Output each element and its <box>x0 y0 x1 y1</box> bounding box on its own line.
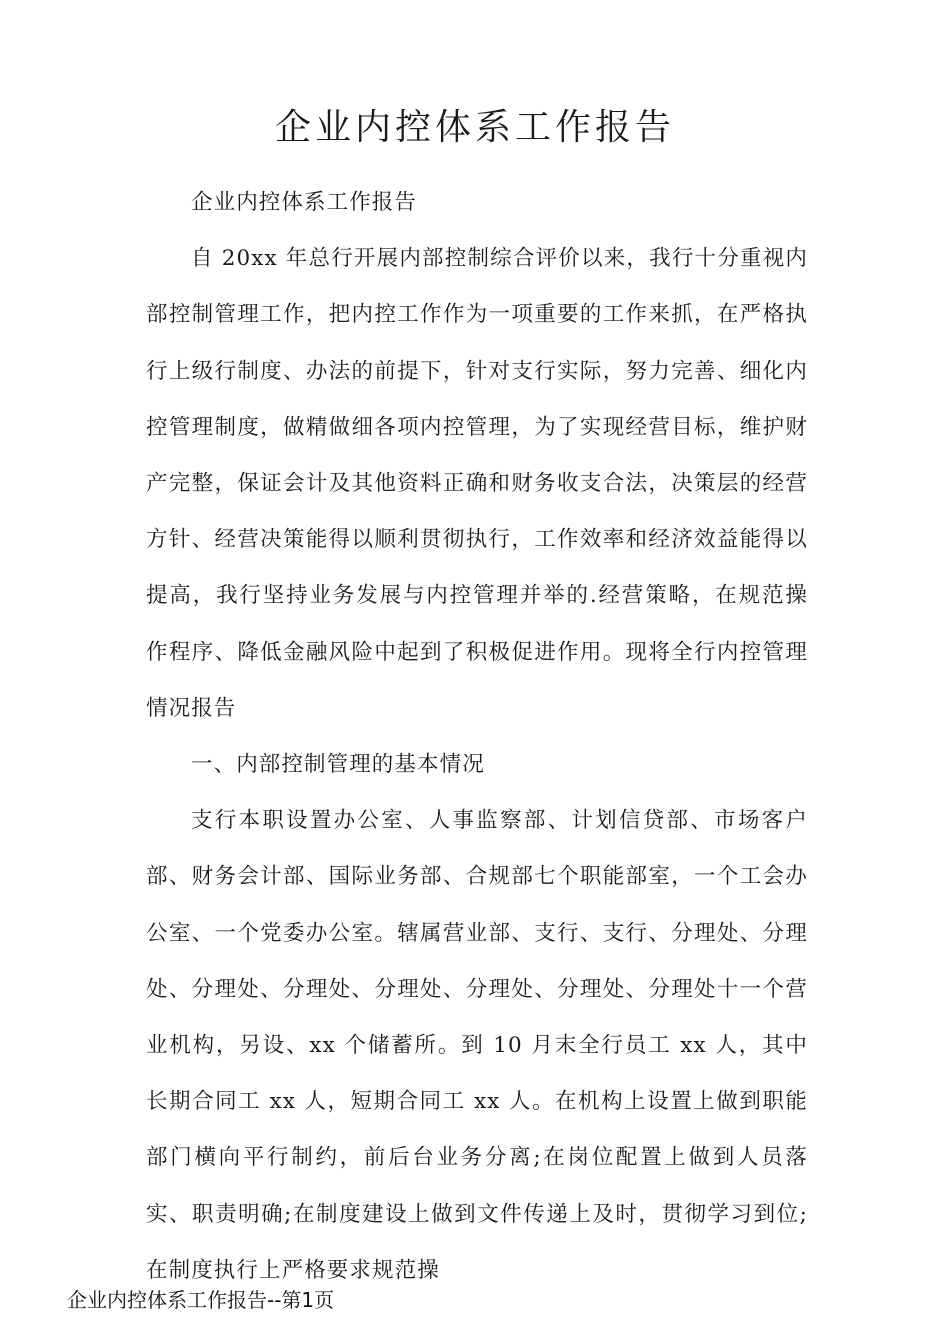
paragraph-heading: 企业内控体系工作报告 <box>191 190 418 215</box>
document-body <box>146 175 808 1299</box>
document-title: 企业内控体系工作报告 <box>274 107 675 148</box>
paragraph-section-1: 支行本职设置办公室、人事监察部、计划信贷部、市场客户部、财务会计部、国际业务部、合规部七个职能部室，一个工会办公室、一个党委办公室。辖属营业部、支行、支行、分理处、分理处、分理处、分理处、分理处、分理处、分理处、分理处十一个营业机构，另设、xx 个储蓄所。到 10 月末全行员工 xx 人，其中长期合同工 xx 人，短期合同工 xx 人。在机构上设置上做到职能部门横向平行制约，前后台业务分离;在岗位配置上做到人员落实、职责明确;在制度建设上做到文件传递上及时，贯彻学习到位;在制度执行上严格要求规范操 <box>146 808 808 1283</box>
paragraph-intro: 自 20xx 年总行开展内部控制综合评价以来，我行十分重视内部控制管理工作，把内控工作作为一项重要的工作来抓，在严格执行上级行制度、办法的前提下，针对支行实际，努力完善、细化内控管理制度，做精做细各项内控管理，为了实现经营目标，维护财产完整，保证会计及其他资料正确和财务收支合法，决策层的经营方针、经营决策能得以顺利贯彻执行，工作效率和经济效益能得以提高，我行坚持业务发展与内控管理并举的.经营策略，在规范操作程序、降低金融风险中起到了积极促进作用。现将全行内控管理情况报告 <box>146 246 808 721</box>
page-footer: 企业内控体系工作报告--第1页 <box>67 1288 335 1312</box>
section-heading: 一、内部控制管理的基本情况 <box>191 752 485 778</box>
